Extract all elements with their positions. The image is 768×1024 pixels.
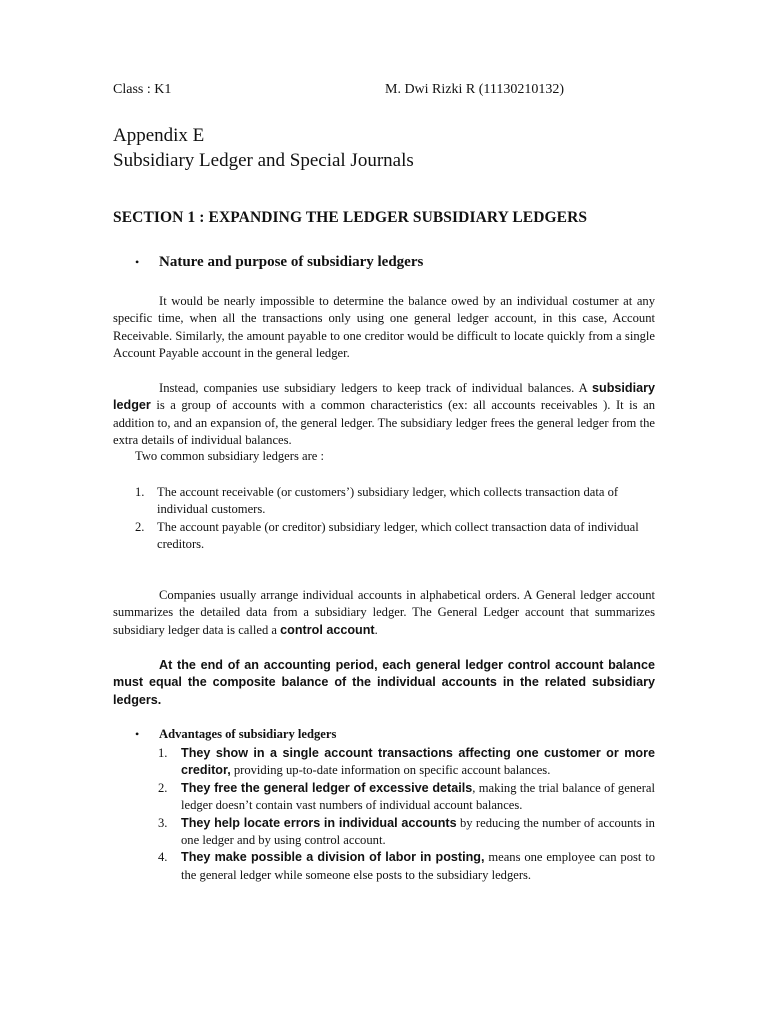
list-text: The account payable (or creditor) subsidiary ledger, which collect transaction data of individual creditors.	[157, 519, 639, 552]
paragraph-2-text: Instead, companies use subsidiary ledgers to keep track of individual balances. A	[159, 381, 592, 395]
advantage-detail: providing up-to-date information on specific account balances.	[230, 763, 551, 778]
advantage-detail: by reducing the number of accounts in one ledger and by using control account.	[181, 815, 655, 848]
paragraph-1-text: It would be nearly impossible to determine the balance owed by an individual costumer at any specific time, when all the transactions only using one general ledger account, in this case, Account Receivable. Similarly, the amount payable to one creditor would be difficult to locate quickly from a single Account Payable account in the general ledger.	[113, 294, 655, 361]
paragraph-3	[113, 448, 655, 465]
bullet-heading: Advantages of subsidiary ledgers	[159, 727, 337, 741]
section-heading: SECTION 1 : EXPANDING THE LEDGER SUBSIDIARY LEDGERS	[113, 209, 588, 226]
paragraph-5-bold	[113, 657, 655, 709]
term-subsidiary-ledger: subsidiary ledger	[113, 381, 655, 413]
advantage-detail: , making the trial balance of general ledger doesn’t contain vast numbers of individual account balances.	[181, 780, 655, 813]
list-number: 1.	[158, 746, 168, 760]
list-item	[158, 815, 655, 850]
author-name: M. Dwi Rizki R (11130210132)	[385, 82, 565, 97]
list-text	[181, 815, 655, 850]
bullet-nature-purpose	[135, 254, 423, 271]
paragraph-4-text-rest: .	[374, 622, 378, 637]
advantage-title: They make possible a division of labor in posting,	[181, 850, 485, 865]
list-text	[181, 849, 655, 884]
advantage-title: They help locate errors in individual accounts	[181, 815, 457, 830]
paragraph-3-text: Two common subsidiary ledgers are :	[135, 449, 325, 463]
list-item	[158, 745, 655, 780]
term-control-account: control account	[280, 622, 375, 637]
paragraph-1	[113, 293, 655, 363]
paragraph-5-text: At the end of an accounting period, each general ledger control account balance must equal the composite balance of the individual accounts in the related subsidiary ledgers.	[113, 658, 655, 707]
list-item	[158, 780, 655, 815]
list-item	[158, 849, 655, 884]
advantage-title: They show in a single account transactions affecting one customer or more creditor,	[181, 746, 655, 778]
class-label: Class : K1	[113, 82, 172, 97]
list-item	[135, 519, 655, 554]
paragraph-4	[113, 587, 655, 639]
advantage-title: They free the general ledger of excessive details	[181, 780, 473, 795]
paragraph-4-text: Companies usually arrange individual accounts in alphabetical orders. A General ledger account summarizes the detailed data from a subsidiary ledger. The General Ledger account that summarizes subsidiary ledger data is called a	[113, 588, 655, 637]
advantage-detail: means one employee can post to the general ledger while someone else posts to the subsidiary ledgers.	[181, 850, 656, 882]
advantages-list	[158, 745, 655, 884]
document-title	[113, 123, 414, 173]
bullet-icon: •	[135, 727, 140, 741]
appendix-subtitle: Subsidiary Ledger and Special Journals	[113, 150, 414, 171]
list-number: 1.	[135, 485, 145, 499]
bullet-icon: •	[135, 255, 140, 269]
paragraph-2-text-rest: is a group of accounts with a common characteristics (ex: all accounts receivables ). It is an addition to, and an expansion of, the general ledger. The subsidiary ledger frees the general ledger from the extra details of individual balances.	[113, 398, 655, 448]
list-text	[181, 745, 655, 780]
list-number: 3.	[158, 815, 168, 830]
common-ledgers-list	[135, 484, 655, 554]
list-number: 2.	[135, 519, 145, 534]
list-text: The account receivable (or customers’) subsidiary ledger, which collects transaction data of individual customers.	[157, 485, 619, 517]
appendix-label: Appendix E	[113, 125, 205, 146]
paragraph-2	[113, 380, 655, 450]
list-number: 4.	[158, 850, 168, 865]
list-text	[181, 780, 655, 815]
bullet-heading: Nature and purpose of subsidiary ledgers	[159, 254, 424, 270]
bullet-advantages	[135, 727, 336, 742]
list-item	[135, 484, 655, 519]
list-number: 2.	[158, 780, 168, 795]
